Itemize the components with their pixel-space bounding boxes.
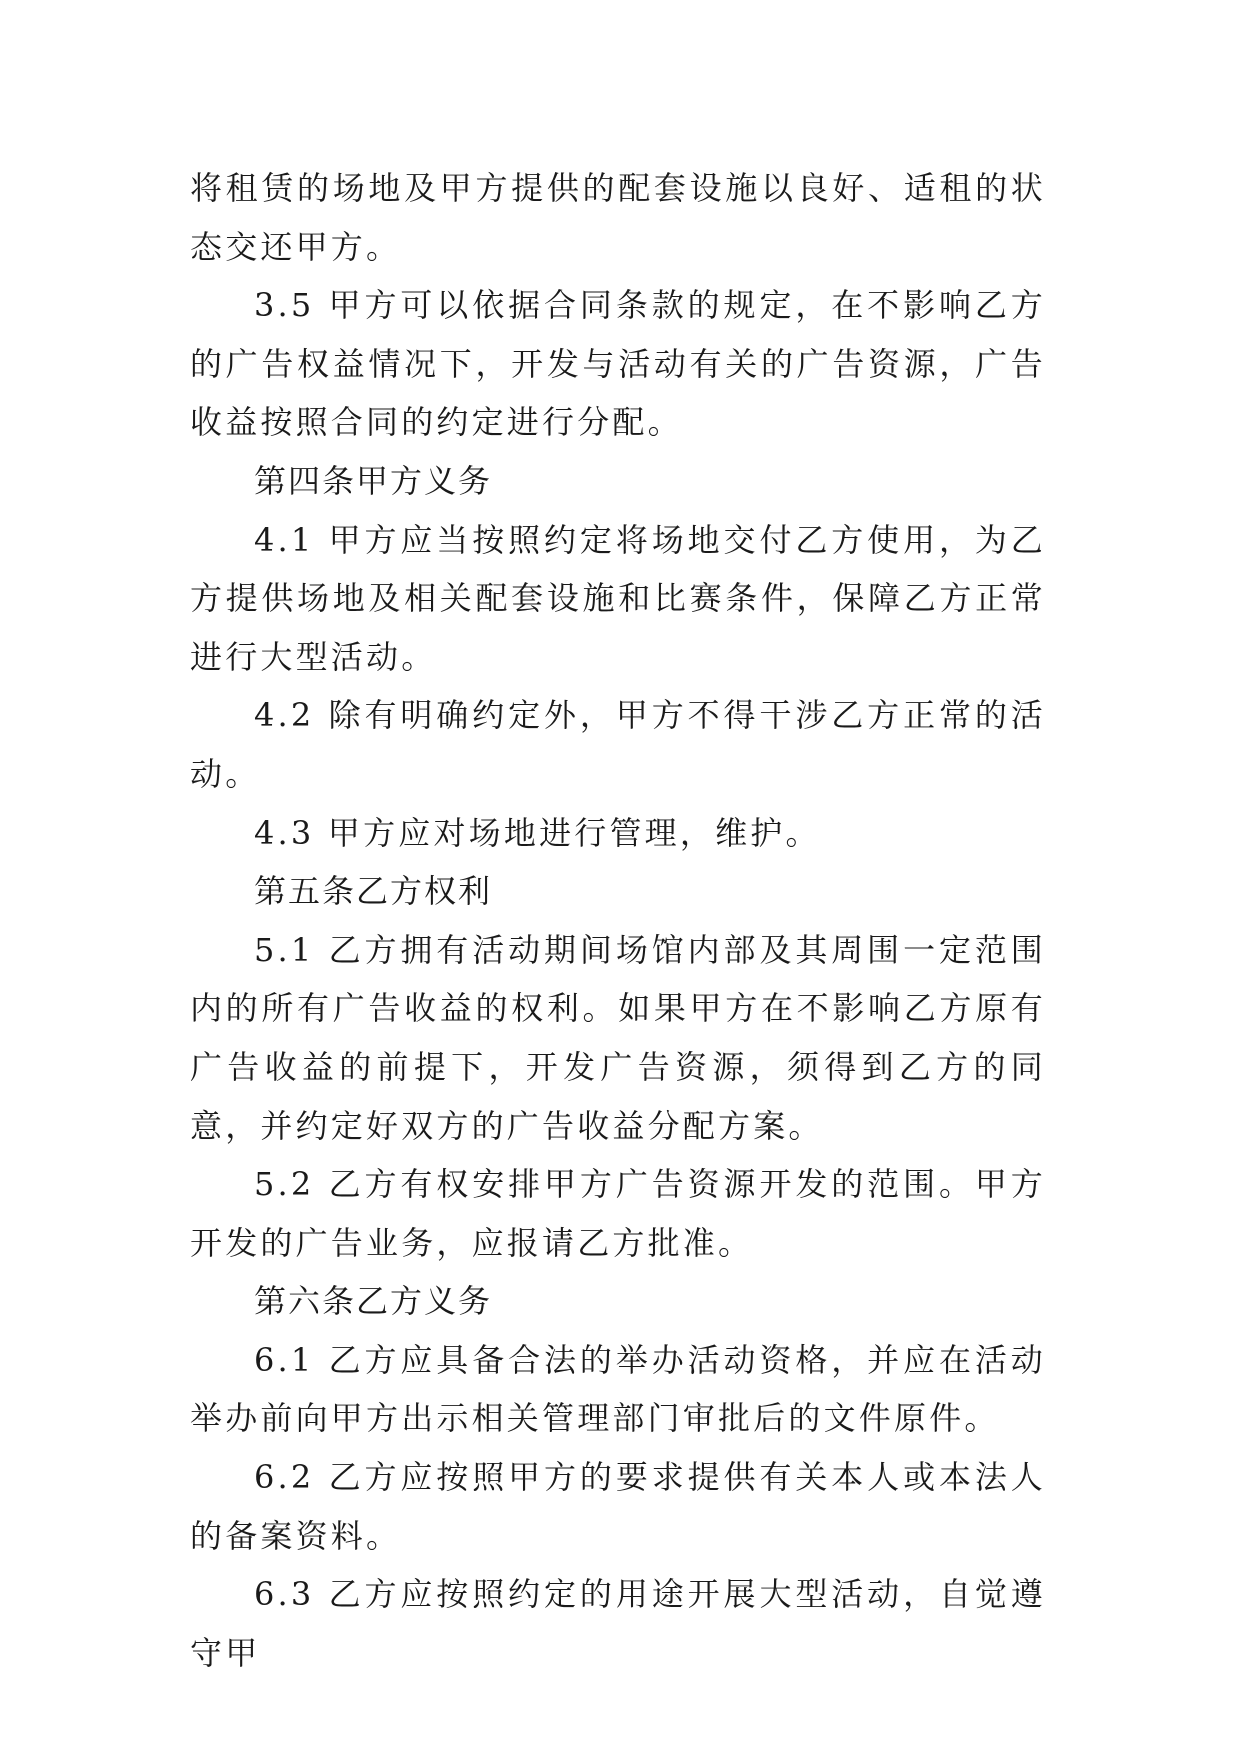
document-body xyxy=(190,159,1046,1682)
paragraph-6-1: 6.1 乙方应具备合法的举办活动资格，并应在活动举办前向甲方出示相关管理部门审批后的文件原件。 xyxy=(190,1340,1046,1438)
paragraph-5-2: 5.2 乙方有权安排甲方广告资源开发的范围。甲方开发的广告业务，应报请乙方批准。 xyxy=(190,1165,1046,1262)
article-5-heading: 第五条乙方权利 xyxy=(254,872,493,911)
paragraph-6-2: 6.2 乙方应按照甲方的要求提供有关本人或本法人的备案资料。 xyxy=(190,1458,1046,1555)
article-4-heading: 第四条甲方义务 xyxy=(254,461,493,500)
paragraph-6-3: 6.3 乙方应按照约定的用途开展大型活动，自觉遵守甲 xyxy=(190,1575,1046,1672)
paragraph-5-1: 5.1 乙方拥有活动期间场馆内部及其周围一定范围内的所有广告收益的权利。如果甲方在不影响乙方原有广告收益的前提下，开发广告资源，须得到乙方的同意，并约定好双方的广告收益分配方案。 xyxy=(190,930,1046,1145)
paragraph-4-3: 4.3 甲方应对场地进行管理，维护。 xyxy=(254,813,821,852)
paragraph-continuation: 将租赁的场地及甲方提供的配套设施以良好、适租的状态交还甲方。 xyxy=(190,169,1046,266)
paragraph-4-2: 4.2 除有明确约定外，甲方不得干涉乙方正常的活动。 xyxy=(190,696,1046,793)
paragraph-4-1: 4.1 甲方应当按照约定将场地交付乙方使用，为乙方提供场地及相关配套设施和比赛条件，保障乙方正常进行大型活动。 xyxy=(190,520,1046,676)
article-6-heading: 第六条乙方义务 xyxy=(254,1282,493,1321)
paragraph-3-5: 3.5 甲方可以依据合同条款的规定，在不影响乙方的广告权益情况下，开发与活动有关的广告资源，广告收益按照合同的约定进行分配。 xyxy=(190,286,1046,442)
